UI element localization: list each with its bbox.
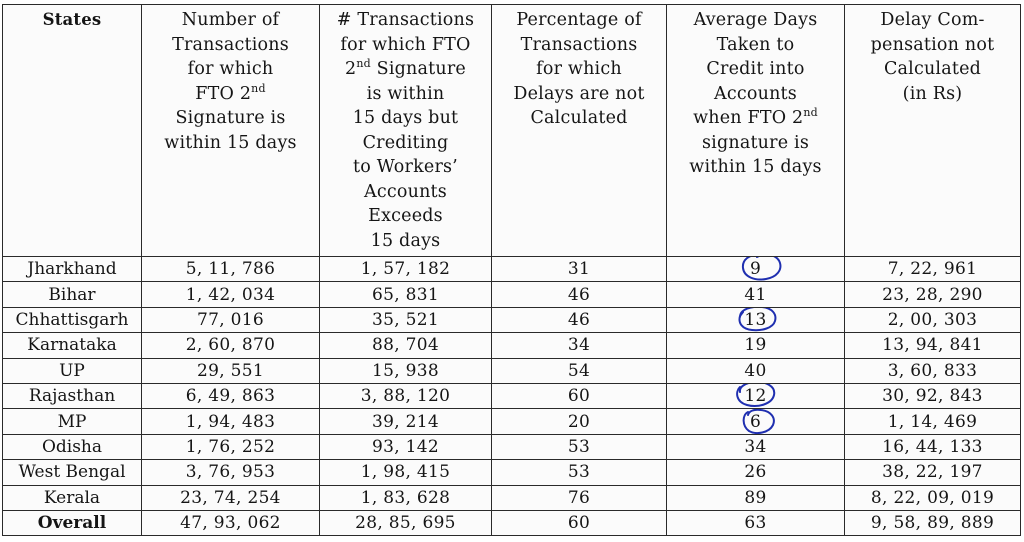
header-line: Calculated xyxy=(530,108,628,128)
average-days-value: 6 xyxy=(749,411,762,432)
crediting-exceeds-cell: 35, 521 xyxy=(320,307,492,332)
header-line: Accounts xyxy=(714,83,797,104)
header-delay-compensation xyxy=(845,5,1021,257)
fto-within-15-cell: 77, 016 xyxy=(142,307,320,332)
pct-not-calculated-cell: 76 xyxy=(492,485,667,510)
state-name: Jharkhand xyxy=(3,257,142,282)
compensation-cell: 7, 22, 961 xyxy=(845,257,1021,282)
compensation-cell: 16, 44, 133 xyxy=(845,434,1021,459)
average-days-cell: 19 xyxy=(667,333,845,358)
state-name: MP xyxy=(3,409,142,434)
table-row xyxy=(3,434,1021,459)
header-line: Taken to xyxy=(716,34,795,55)
header-line: pensation not xyxy=(870,34,995,55)
header-fto-within-15 xyxy=(142,5,320,257)
header-line: for which FTO xyxy=(340,34,471,55)
state-name: UP xyxy=(3,358,142,383)
crediting-exceeds-cell: 93, 142 xyxy=(320,434,492,459)
circled-value xyxy=(744,384,766,408)
state-name: Odisha xyxy=(3,434,142,459)
state-name: Karnataka xyxy=(3,333,142,358)
crediting-exceeds-cell: 15, 938 xyxy=(320,358,492,383)
table-row xyxy=(3,460,1021,485)
header-line: Transactions xyxy=(172,34,289,55)
table-row xyxy=(3,282,1021,307)
average-days-cell xyxy=(667,409,845,434)
crediting-exceeds-cell: 1, 57, 182 xyxy=(320,257,492,282)
fto-within-15-cell: 47, 93, 062 xyxy=(142,510,320,535)
header-line: for which xyxy=(536,59,622,79)
compensation-cell: 13, 94, 841 xyxy=(845,333,1021,358)
header-line: # Transactions xyxy=(336,10,475,30)
pct-not-calculated-cell: 46 xyxy=(492,307,667,332)
header-line: 15 days xyxy=(370,230,441,251)
state-name: Rajasthan xyxy=(3,383,142,408)
pct-not-calculated-cell: 60 xyxy=(492,510,667,535)
pen-circle-icon xyxy=(740,257,784,282)
crediting-exceeds-cell: 3, 88, 120 xyxy=(320,383,492,408)
fto-within-15-cell: 1, 94, 483 xyxy=(142,409,320,434)
header-line: Average Days xyxy=(693,10,818,30)
header-line: for which xyxy=(187,59,274,79)
average-days-cell xyxy=(667,307,845,332)
fto-within-15-cell: 29, 551 xyxy=(142,358,320,383)
header-line: Crediting xyxy=(362,132,449,153)
compensation-cell: 38, 22, 197 xyxy=(845,460,1021,485)
header-row xyxy=(3,5,1021,257)
fto-within-15-cell: 1, 76, 252 xyxy=(142,434,320,459)
compensation-cell: 8, 22, 09, 019 xyxy=(845,485,1021,510)
header-line: within 15 days xyxy=(164,132,297,153)
table-row xyxy=(3,383,1021,408)
average-days-value: 9 xyxy=(749,259,762,280)
fto-within-15-cell: 6, 49, 863 xyxy=(142,383,320,408)
header-line: 2nd Signature xyxy=(345,57,466,79)
header-line: 15 days but xyxy=(352,108,459,128)
fto-within-15-cell: 1, 42, 034 xyxy=(142,282,320,307)
ordinal-suffix: nd xyxy=(803,106,818,120)
header-line: within 15 days xyxy=(689,157,822,177)
header-line: Credit into xyxy=(706,59,805,79)
pct-not-calculated-cell: 31 xyxy=(492,257,667,282)
header-line: Delay Com- xyxy=(880,10,985,30)
header-average-days xyxy=(667,5,845,257)
pct-not-calculated-cell: 54 xyxy=(492,358,667,383)
header-line: Exceeds xyxy=(368,206,443,226)
average-days-value: 13 xyxy=(744,309,767,330)
crediting-exceeds-cell: 39, 214 xyxy=(320,409,492,434)
fto-within-15-cell: 23, 74, 254 xyxy=(142,485,320,510)
fto-within-15-cell: 2, 60, 870 xyxy=(142,333,320,358)
crediting-exceeds-cell: 65, 831 xyxy=(320,282,492,307)
document-page xyxy=(2,4,1020,536)
compensation-cell: 1, 14, 469 xyxy=(845,409,1021,434)
circled-value xyxy=(744,308,766,332)
ordinal-suffix: nd xyxy=(356,57,371,71)
header-line: (in Rs) xyxy=(902,83,963,104)
pct-not-calculated-cell: 53 xyxy=(492,434,667,459)
crediting-exceeds-cell: 1, 98, 415 xyxy=(320,460,492,485)
header-states: States xyxy=(3,5,142,257)
header-line: Calculated xyxy=(883,59,982,79)
header-pct-not-calculated xyxy=(492,5,667,257)
table-row xyxy=(3,485,1021,510)
header-line: Accounts xyxy=(364,181,447,202)
average-days-value: 12 xyxy=(744,386,767,407)
table-row xyxy=(3,257,1021,282)
average-days-cell: 34 xyxy=(667,434,845,459)
overall-row xyxy=(3,510,1021,535)
average-days-cell: 40 xyxy=(667,358,845,383)
fto-within-15-cell: 3, 76, 953 xyxy=(142,460,320,485)
header-line: Number of xyxy=(181,10,280,30)
header-line: Signature is xyxy=(175,108,286,128)
header-line: to Workers’ xyxy=(353,157,458,177)
table-row xyxy=(3,358,1021,383)
header-line: signature is xyxy=(701,132,810,153)
compensation-cell: 2, 00, 303 xyxy=(845,307,1021,332)
compensation-cell: 23, 28, 290 xyxy=(845,282,1021,307)
header-line: Transactions xyxy=(520,34,638,55)
header-line: when FTO 2nd xyxy=(693,106,818,128)
overall-label: Overall xyxy=(3,510,142,535)
state-name: West Bengal xyxy=(3,460,142,485)
state-name: Bihar xyxy=(3,282,142,307)
crediting-exceeds-cell: 88, 704 xyxy=(320,333,492,358)
average-days-cell: 41 xyxy=(667,282,845,307)
header-line: is within xyxy=(366,83,445,104)
state-name: Chhattisgarh xyxy=(3,307,142,332)
header-line: Delays are not xyxy=(513,83,645,104)
fto-within-15-cell: 5, 11, 786 xyxy=(142,257,320,282)
transactions-table xyxy=(2,4,1021,536)
average-days-cell: 63 xyxy=(667,510,845,535)
crediting-exceeds-cell: 28, 85, 695 xyxy=(320,510,492,535)
average-days-cell: 89 xyxy=(667,485,845,510)
average-days-cell xyxy=(667,383,845,408)
header-crediting-exceeds xyxy=(320,5,492,257)
header-line: Percentage of xyxy=(516,10,642,30)
pct-not-calculated-cell: 20 xyxy=(492,409,667,434)
pct-not-calculated-cell: 46 xyxy=(492,282,667,307)
crediting-exceeds-cell: 1, 83, 628 xyxy=(320,485,492,510)
average-days-cell xyxy=(667,257,845,282)
table-row xyxy=(3,307,1021,332)
circled-value xyxy=(750,257,761,281)
compensation-cell: 9, 58, 89, 889 xyxy=(845,510,1021,535)
compensation-cell: 30, 92, 843 xyxy=(845,383,1021,408)
table-row xyxy=(3,409,1021,434)
compensation-cell: 3, 60, 833 xyxy=(845,358,1021,383)
circled-value xyxy=(750,410,761,434)
ordinal-suffix: nd xyxy=(251,81,266,95)
table-row xyxy=(3,333,1021,358)
pct-not-calculated-cell: 53 xyxy=(492,460,667,485)
pct-not-calculated-cell: 34 xyxy=(492,333,667,358)
header-line: FTO 2nd xyxy=(195,81,266,104)
average-days-cell: 26 xyxy=(667,460,845,485)
state-name: Kerala xyxy=(3,485,142,510)
pct-not-calculated-cell: 60 xyxy=(492,383,667,408)
